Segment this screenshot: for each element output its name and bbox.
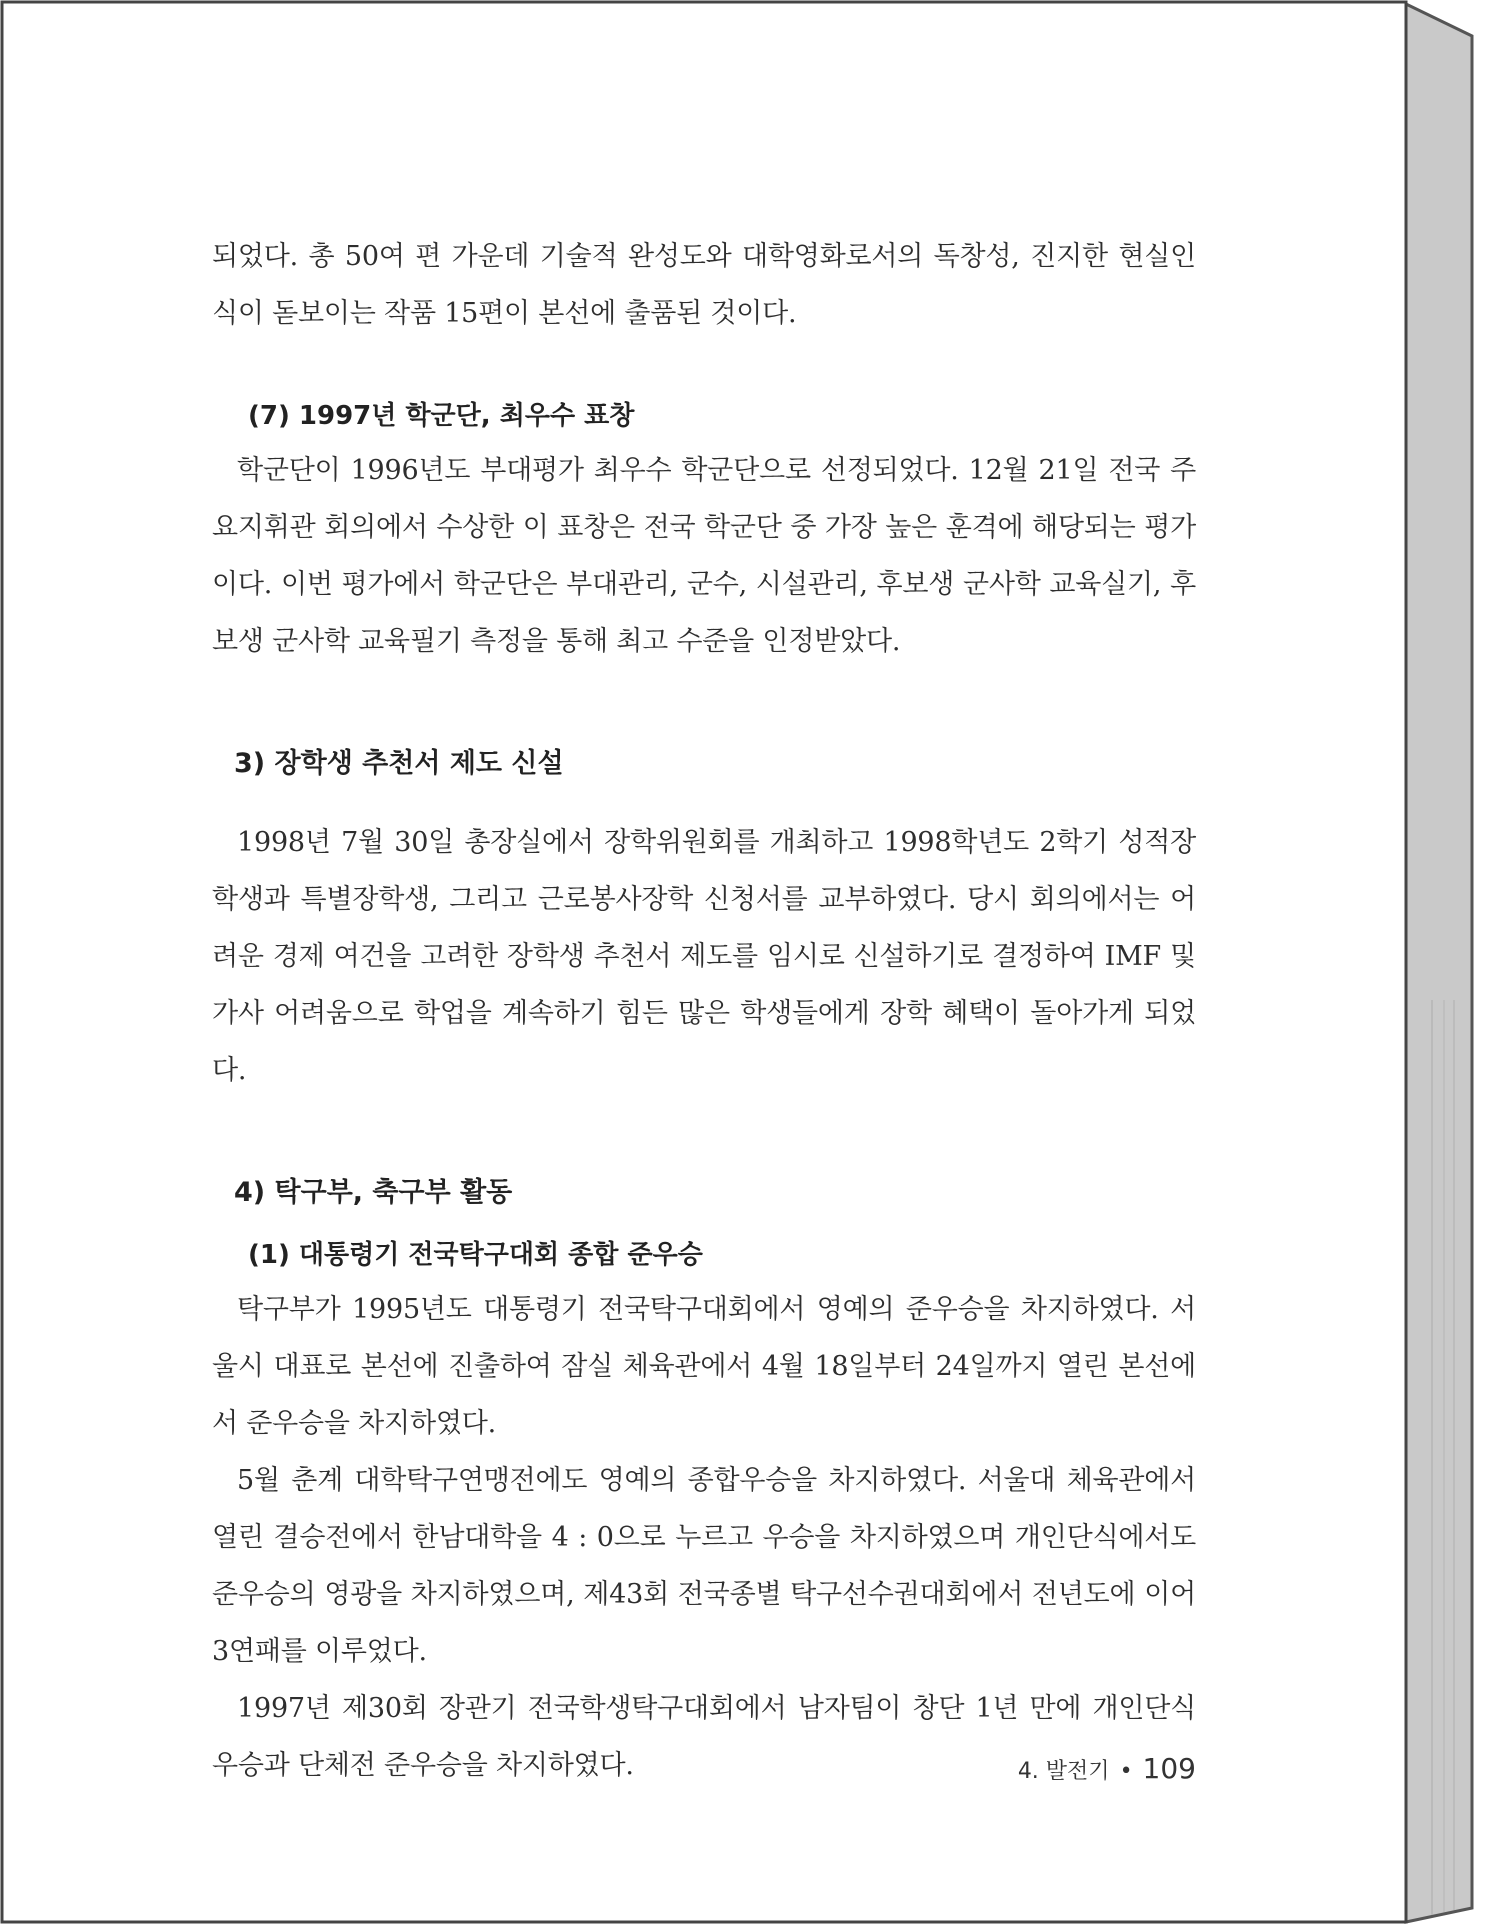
section-heading-club-activities: 4) 탁구부, 축구부 활동 [234, 1177, 513, 1208]
paragraph-table-tennis-2: 5월 춘계 대학탁구연맹전에도 영예의 종합우승을 차지하였다. 서울대 체육관에서 열린 결승전에서 한남대학을 4 : 0으로 누르고 우승을 차지하였으며 개인단식에서도 준우승의 영광을 차지하였으며, 제43회 전국종별 탁구선수권대회에서 전년도에 이어 3연패를 이루었다. [212, 1465, 1196, 1667]
paragraph-scholarship: 1998년 7월 30일 총장실에서 장학위원회를 개최하고 1998학년도 2학기 성적장학생과 특별장학생, 그리고 근로봉사장학 신청서를 교부하였다. 당시 회의에서는 어려운 경제 여건을 고려한 장학생 추천서 제도를 임시로 신설하기로 결정하여 IMF 및 가사 어려움으로 학업을 계속하기 힘든 많은 학생들에게 장학 혜택이 돌아가게 되었다. [212, 827, 1196, 1086]
paragraph-film-festival: 되었다. 총 50여 편 가운데 기술적 완성도와 대학영화로서의 독창성, 진지한 현실인식이 돋보이는 작품 15편이 본선에 출품된 것이다. [212, 241, 1196, 329]
page-footer [1018, 1752, 1196, 1785]
paragraph-table-tennis-3: 1997년 제30회 장관기 전국학생탁구대회에서 남자팀이 창단 1년 만에 개인단식 우승과 단체전 준우승을 차지하였다. [212, 1693, 1196, 1781]
footer-bullet: • [1119, 1759, 1133, 1784]
subheading-table-tennis: (1) 대통령기 전국탁구대회 종합 준우승 [248, 1240, 703, 1270]
paragraph-table-tennis-1: 탁구부가 1995년도 대통령기 전국탁구대회에서 영예의 준우승을 차지하였다. 서울시 대표로 본선에 진출하여 잠실 체육관에서 4월 18일부터 24일까지 열린 본선에서 준우승을 차지하였다. [212, 1294, 1196, 1439]
page-body [212, 228, 1196, 1794]
paragraph-rotc-award: 학군단이 1996년도 부대평가 최우수 학군단으로 선정되었다. 12월 21일 전국 주요지휘관 회의에서 수상한 이 표창은 전국 학군단 중 가장 높은 훈격에 해당되는 평가이다. 이번 평가에서 학군단은 부대관리, 군수, 시설관리, 후보생 군사학 교육실기, 후보생 군사학 교육필기 측정을 통해 최고 수준을 인정받았다. [212, 455, 1196, 657]
page-number: 109 [1142, 1752, 1196, 1785]
section-heading-scholarship: 3) 장학생 추천서 제도 신설 [234, 748, 564, 779]
book-spine-edge [1406, 4, 1472, 1922]
subheading-rotc-award: (7) 1997년 학군단, 최우수 표창 [248, 401, 635, 431]
running-chapter-title: 4. 발전기 [1017, 1759, 1110, 1784]
